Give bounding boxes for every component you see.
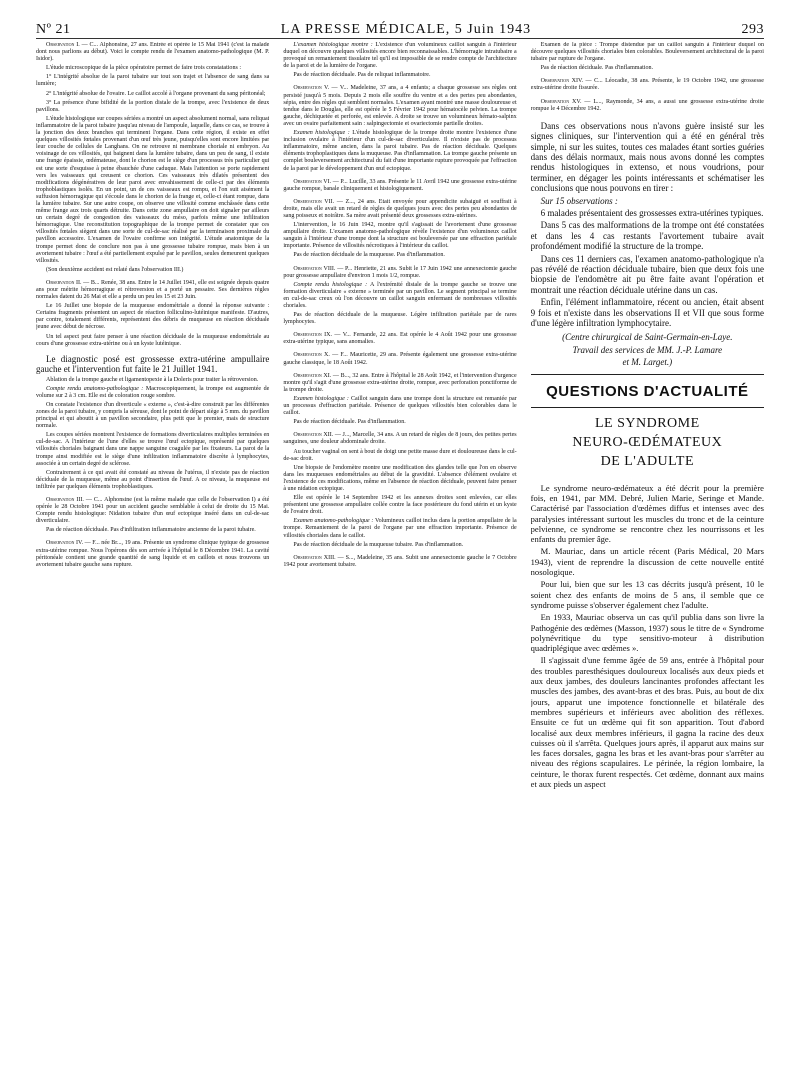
paragraph: Pas de réaction déciduale. Pas d'infiltration inflammatoire ancienne de la paroi tubaire.: [46, 527, 256, 534]
observation-1: [36, 42, 269, 63]
paragraph: Dans ces 11 derniers cas, l'examen anatomo-pathologique n'a pas révélé de réaction déciduale tubaire, bien que deux fois une biopsie de l'endomètre ait pu être faite avant l'opération et montrait une réaction déciduale utérine dans un cas.: [530, 253, 764, 295]
divider: [531, 374, 764, 375]
paragraph: Elle est opérée le 14 Septembre 1942 et les annexes droites sont enlevées, car elles présentent une grossesse ampullaire collée contre la face postérieure du fond utérin et un kyste de l'ovaire droit.: [283, 495, 517, 516]
paragraph: Dans ces observations nous n'avons guère insisté sur les signes cliniques, sur l'intervention qui a été en général très simple, ni sur les suites, toutes ces malades étant sorties guéries dans des délais normaux, mais nous avons donné les comptes rendus histologiques in extenso, et nous voudrions, pour terminer, en dégager les points intéressants et schématiser les conclusions que nous pouvons en tirer :: [530, 120, 764, 194]
paragraph: Fernande, 22 ans. Est opérée le 4 Août 1942 pour une grossesse extra-utérine typique, sans anomalies.: [283, 332, 517, 346]
signature-line: (Centre chirurgical de Saint-Germain-en-Laye.: [562, 332, 733, 343]
paragraph-text: Macroscopiquement, la trompe est augmentée de volume sur 2 à 3 cm. Elle est de coloration rouge sombre.: [36, 385, 270, 399]
observation-11: [283, 373, 516, 394]
paragraph: Lucille, 33 ans. Présente le 11 Avril 1942 une grossesse extra-utérine gauche rompue, banale cliniquement et histologiquement.: [283, 178, 517, 192]
paragraph: L'intervention, le 16 Juin 1942, montre qu'il s'agissait de l'avortement d'une grossesse ampullaire droite. L'examen anatomo-pathologique révèle l'existence d'un volumineux caillot sanguin à l'intérieur d'une trompe dont la structure est bouleversée par une effraction pariétale importante. Présence de villosités nécrotiques à l'intérieur du caillot.: [283, 222, 517, 250]
journal-title: LA PRESSE MÉDICALE, 5 Juin 1943: [280, 22, 532, 37]
paragraph: Raymonde, 34 ans, a aussi une grossesse extra-utérine droite rompue le 4 Décembre 1942.: [530, 98, 764, 112]
observation-7: [283, 199, 516, 220]
article-columns: [36, 42, 764, 1072]
paragraph: Léocadie, 38 ans. Présente, le 19 Octobre 1942, une grossesse extra-utérine droite fissurée.: [530, 78, 764, 92]
paragraph: Sur 15 observations :: [540, 195, 618, 206]
paragraph: [283, 518, 516, 539]
observation-6: [283, 179, 516, 193]
paragraph: Pas de réaction déciduale. Pas d'inflammation.: [293, 419, 406, 426]
article-title-line: NEURO-ŒDÉMATEUX: [572, 434, 723, 450]
paragraph: née Br..., 19 ans. Présente un syndrome clinique typique de grossesse extra-utérine rompue. Nous l'opérons dès son arrivée à l'hôpital le 8 Décembre 1941. La cavité péritonéale contient une grande quantité de sang liquide et en caillots et nous trouvons un avortement tubaire gauche sans rupture.: [36, 540, 270, 568]
paragraph-text: Volumineux caillot inclus dans la portion ampullaire de la trompe. Remaniement de la paroi de l'organe par une effraction importante. Présence de villosités choriales dans le caillot.: [283, 518, 517, 539]
paragraph-text: A l'extrémité distale de la trompe gauche se trouve une formation diverticulaire « externe » terminée par un pavillon. Le segment principal se termine en cul-de-sac creux où l'on découvre un caillot sanguin enfermant de nombreuses villosités choriales.: [283, 281, 517, 309]
paragraph: Examen de la pièce : Trompe distendue par un caillot sanguin à l'intérieur duquel on découvre quelques villosités choriales bien colorables. Bouleversement architectural de la paroi tubaire par rupture de l'organe.: [530, 42, 764, 63]
observation-heading: Observation XV. — L...,: [540, 98, 604, 105]
observation-3: [36, 497, 269, 525]
observation-heading: Observation VI. — P...: [293, 178, 348, 185]
observation-heading: Observation III. — C...: [46, 496, 103, 503]
divider: [531, 407, 764, 408]
article-title: [531, 414, 764, 471]
column-1: [36, 42, 269, 1072]
paragraph: Madeleine, 37 ans, a 4 enfants; a chaque grossesse ses règles ont persisté jusqu'à 5 mois. Depuis 2 mois elle souffre du ventre et a des pertes peu abondantes, sépia, entre des règles qui semblent normales. L'examen ayant montré une masse douloureuse et tendue dans le Douglas, elle est opérée le 5 Février 1942 pour hématocèle pelvien. La trompe gauche, déchiquetée et perforée, est enlevée. A droite se trouve un volumineux hémato-salpinx avec un ovaire parfaitement sain : salpingectomie et ovariectomie partielle droites.: [283, 85, 517, 127]
paragraph: Au toucher vaginal on sent à bout de doigt une petite masse dure et douloureuse dans le cul-de-sac droit.: [283, 448, 517, 462]
observation-heading: Observation XIV. — C...: [540, 78, 603, 85]
paragraph: Pas de réaction déciduale. Pas d'inflammation.: [540, 65, 654, 72]
observation-heading: Observation VII. — Z...,: [293, 198, 356, 205]
paragraph: Pas de réaction déciduale. Pas de reliquat inflammatoire.: [293, 72, 431, 79]
paragraph: [36, 386, 269, 400]
page-header: [36, 16, 764, 39]
signature-line: Travail des services de MM. J.-P. Lamare: [572, 344, 723, 355]
article-body: [531, 483, 764, 790]
observation-10: [283, 352, 516, 366]
paragraph: Contrairement à ce qui avait été constaté au niveau de l'utérus, il n'existe pas de réaction déciduale de la muqueuse, même au point d'insertion de l'œuf. A ce niveau, la muqueuse est infiltrée par quelques éléments trophoblastiques.: [36, 469, 270, 490]
paragraph: Le syndrome neuro-œdémateux a été décrit pour la première fois, en 1941, par MM. Debré, Julien Marie, Seringe et Mande. Caractérisé par l'association d'œdèmes diffus et intenses avec des paralysies intéressant surtout les muscles du tronc et de la ceinture pelvienne, ce syndrome se rencontre chez les nourrissons et les enfants du premier âge.: [530, 482, 764, 545]
observation-heading: Observation VIII. — P...: [293, 265, 353, 272]
paragraph: Les coupes sériées montrent l'existence de formations diverticulaires multiples terminées en cul-de-sac. A l'intérieur de l'une d'elles se trouve l'œuf ectopique, représenté par quelques villosités choriales baignant dans une nappe sanguine coagulée par les fixateurs. La paroi de la trompe ainsi modifiée est le siège d'une infiltration inflammatoire discrète à lymphocytes, associée à un certain degré de sclérose.: [36, 432, 270, 467]
article-title-line: LE SYNDROME: [594, 415, 700, 431]
paragraph: Un tel aspect peut faire penser à une réaction déciduale de la muqueuse endométriale au cours d'une grossesse extra-utérine ou à un kyste lutéinique.: [36, 333, 270, 347]
paragraph: [283, 130, 516, 173]
observation-9: [283, 332, 516, 346]
diagnosis-statement: Le diagnostic posé est grossesse extra-utérine ampullaire gauche et l'intervention fut faite le 21 Juillet 1941.: [36, 353, 270, 375]
page-number: 293: [741, 22, 764, 37]
paragraph: Il s'agissait d'une femme âgée de 59 ans, entrée à l'hôpital pour des troubles paresthésiques douloureux localisés aux deux pieds et aux deux jambes, des douleurs lancinantes profondes affectant les muscles des jambes, des avant-bras et des bras. Puis, au bout de dix jours, apparut une impotence fonctionnelle et bilatérale des membres supérieurs et inférieurs avec abolition des réflexes. Ensuite ce fut un œdème qui fit son apparition. Tout d'abord localisé aux deux membres inférieurs, il gagna la racine des deux cuisses où il s'arrêta. Quelques jours après, il apparut aux mains sur les faces dorsales, gagna les bras et les avant-bras pour s'arrêter au niveau des régions scapulaires. Le périnée, la région lombaire, la ceinture, le thorax furent respectés. Cet œdème, donnant aux mains et aux pieds un aspect: [530, 655, 764, 789]
observation-12: [283, 432, 516, 446]
paragraph: Ablation de la trompe gauche et ligamentopexie à la Doleris pour traiter la rétroversion.: [46, 376, 259, 383]
paragraph: Mauricette, 29 ans. Présente également une grossesse extra-utérine gauche classique, le 18 Août 1942.: [283, 352, 517, 366]
observation-heading: Observation XII. — J...,: [293, 432, 351, 439]
paragraph: Renée, 38 ans. Entre le 14 Juillet 1941, elle est soignée depuis quatre ans pour métrite hémorragique et rétroversion et a porté un pessaire. Ses dernières règles normales datent du 26 Mai et elle a perdu un peu les 15 et 23 Juin.: [36, 279, 270, 301]
paragraph-lead: Examen anatomo-pathologique :: [293, 518, 374, 525]
paragraph-text: Caillot sanguin dans une trompe dont la structure est remaniée par un processus d'effraction pariétale. Présence de quelques villosités bien colorables dans le caillot.: [283, 395, 517, 417]
paragraph: Alphonsine (est la même malade que celle de l'observation I) a été opérée le 28 Octobre 1941 pour un accident gauche semblable à celui de droite du 15 Mai. Compte rendu histologique: Nidation tubaire d'un œuf ectopique inséré dans un cul-de-sac diverticulaire.: [36, 496, 270, 525]
observation-heading: Observation V. — V...: [293, 85, 349, 92]
paragraph: 1° L'intégrité absolue de la paroi tubaire sur tout son trajet et l'absence de sang dans sa lumière;: [36, 74, 270, 88]
paragraph: Pas de réaction déciduale de la muqueuse tubaire. Pas d'inflammation.: [293, 541, 464, 548]
paragraph: Pour lui, bien que sur les 13 cas décrits jusqu'à présent, 10 le soient chez des enfants de moins de 5 ans, il semble que ce syndrome puisse s'observer également chez l'adulte.: [530, 579, 764, 610]
observation-4: [36, 540, 269, 568]
observation-15: [531, 99, 764, 113]
paragraph: 24 ans. Etait envoyée pour appendicite subaiguë et souffrait à droite, mais elle avait un retard de règles de quelques jours avec des pertes peu abondantes de sang poisseux et noirâtre. Sa mère avait présenté deux grossesses extra-utérines.: [283, 198, 517, 219]
paragraph: On constate l'existence d'un diverticule « externe », c'est-à-dire construit par les différentes zones de la paroi tubaire, y compris la séreuse, dont le point de départ siège à 5 mm. du pavillon principal et qui aboutit à un pavillon secondaire, plus petit que le premier, mais de structure normale.: [36, 401, 270, 430]
paragraph: [283, 42, 516, 70]
paragraph-lead: Compte rendu anatomo-pathologique :: [46, 385, 144, 392]
column-3: [531, 42, 764, 1072]
discussion: [531, 121, 764, 368]
paragraph: 3° La présence d'une bifidité de la portion distale de la trompe, avec l'existence de deux pavillons.: [36, 99, 270, 113]
paragraph: M. Mauriac, dans un article récent (Paris Médical, 20 Mars 1943), vient de reprendre la discussion de cette nouvelle entité nosologique.: [530, 546, 764, 578]
paragraph: 2° L'intégrité absolue de l'ovaire. Le caillot accolé à l'organe provenant du sang péritonéal;: [46, 90, 266, 97]
paragraph: Le 16 Juillet une biopsie de la muqueuse endométriale a donné la réponse suivante : Certains fragments présentent un aspect de réaction folliculino-lutéinique manifeste. D'autres, par contre, totalement différents, représentent des débris de muqueuse en réaction déciduale jeune avec début de nécrose.: [36, 303, 270, 331]
paragraph: En 1933, Mauriac observa un cas qu'il publia dans son livre la Pathogénie des œdèmes (Masson, 1937) sous le titre de « Syndrome polynévritique du type sensitivo-moteur à distribution quadriplégique avec œdèmes ».: [530, 612, 764, 654]
paragraph: Madeleine, 35 ans. Subit une annexectomie gauche le 7 Octobre 1942 pour avortement tubaire.: [283, 554, 517, 568]
paragraph-text: L'existence d'un volumineux caillot sanguin à l'intérieur duquel on découvre quelques villosités encore bien reconnaissables. L'hémorragie intratubaire a provoqué un remaniement tissulaire tel qu'il est impossible de se rendre compte de l'architecture de la paroi et de la lumière de l'organe.: [283, 42, 517, 70]
observation-heading: Observation XI. — B...,: [293, 372, 351, 379]
article-title-line: DE L'ADULTE: [600, 453, 695, 469]
observation-heading: Observation IV. — F...: [46, 540, 100, 547]
observation-heading: Observation IX. — V...: [293, 332, 351, 339]
paragraph: (Son deuxième accident est relaté dans l'observation III.): [46, 266, 184, 273]
paragraph: Dans 5 cas des malformations de la trompe ont été constatées et dans les 4 cas restants l'avortement tubaire avait profondément modifié la structure de la trompe.: [530, 220, 764, 252]
paragraph: L'étude microscopique de la pièce opératoire permet de faire trois constatations :: [46, 65, 242, 72]
observation-8: [283, 266, 516, 280]
paragraph: [283, 396, 516, 417]
observation-heading: Observation II. — B...: [46, 279, 100, 286]
signature-line: et M. Larget.): [622, 357, 673, 368]
paragraph-lead: Examen histologique :: [293, 130, 350, 137]
observation-heading: Observation X. — F...: [293, 352, 348, 359]
paragraph: 32 ans. Entre à l'hôpital le 28 Août 1942, et l'intervention d'urgence montre qu'il s'agit d'une grossesse extra-utérine droite, rompue, avec perforation ponctiforme de la trompe droite.: [283, 372, 517, 393]
paragraph: L'étude histologique sur coupes sériées a montré un aspect absolument normal, sans reliquat inflammatoire de la paroi tubaire jusqu'au niveau de l'ampoule, laquelle, dans ce cas, se trouve à la jonction des deux branches qui terminent l'organe. Dans cette région, il existe en effet quelques villosités fœtales provenant d'un œuf très jeune, puisqu'elles sont encore limitées par leur couche de cellules de Langhans. On ne retrouve ni membrane choriale ni embryon. Au voisinage de ces villosités, qui baignent dans la lumière tubaire, dans un peu de sang, il existe une frange épaissie, œdémateuse, dont le chorion est le siège d'un processus très particulier qui est une sorte d'esquisse à peine ébauchée d'une caduque. Mais l'attention se porte rapidement vers les vaisseaux qui creusent ce chorion. Ces vaisseaux très dilatés présentent des modifications dégénératives de leur paroi avec envahissement de celle-ci par des éléments trophoblastiques isolés. En un point, un de ces vaisseaux est rompu, et l'on suit aisément la suffusion hémorragique qui s'écoule dans le chorion de la frange et, celle-ci étant rompue, dans la lumière tubaire. Sur une autre coupe, on observe une villosité comme enchâssée dans cette même frange aux trois quarts détruite. Dans cette zone ampullaire on doit signaler par ailleurs un certain degré de congestion des vaisseaux du méso, parfois même une infiltration hémorragique. Une reconstitution topographique de la trompe permet de constater que ces villosités fœtales siègent dans une sorte de cul-de-sac réalisé par la terminaison proximale du pavillon accessoire. L'examen de l'ovaire confirme son intégrité. L'étude anatomique de la trompe permet donc de conclure non pas à une grossesse tubaire rompue, mais bien à un avortement tubaire : l'œuf a été partiellement expulsé par le pavillon, seules demeurent quelques villosités.: [36, 115, 270, 264]
paragraph-text: L'étude histologique de la trompe droite montre l'existence d'une inclusion ovulaire à l'intérieur d'un cul-de-sac diverticulaire. Il n'existe pas de processus inflammatoire, même ancien, dans la paroi tubaire. Pas de réaction déciduale. Quelques éléments trophoplastiques dans la muqueuse. Pas d'inflammation. La trompe gauche présente un complet bouleversement architectural du fait d'une importante rupture provoquée par l'effraction de la paroi par le développement d'un œuf ectopique.: [283, 130, 517, 172]
paragraph: 6 malades présentaient des grossesses extra-utérines typiques.: [540, 208, 764, 218]
paragraph: Enfin, l'élément inflammatoire, récent ou ancien, était absent 9 fois et n'existe dans les observations II et VII que sous forme d'une légère infiltration lymphocytaire.: [530, 297, 764, 329]
column-2: [283, 42, 516, 1072]
observation-heading: Observation I. — C...: [46, 42, 99, 48]
paragraph: Henriette, 21 ans. Subit le 17 Juin 1942 une annexectomie gauche pour grossesse ampullaire d'environ 1 mois 1/2, rompue.: [283, 265, 517, 279]
observation-13: [283, 555, 516, 569]
issue-number: Nº 21: [36, 22, 71, 37]
observation-5: [283, 85, 516, 128]
paragraph: Marcelle, 34 ans. A un retard de règles de 8 jours, des petites pertes sanguines, une douleur abdominale droite.: [283, 432, 517, 446]
observation-14: [531, 78, 764, 92]
paragraph-lead: Compte rendu histologique :: [293, 281, 368, 288]
paragraph: [283, 282, 516, 310]
section-title: QUESTIONS D'ACTUALITÉ: [546, 382, 749, 400]
paragraph: Pas de réaction déciduale de la muqueuse. Pas d'inflammation.: [293, 252, 445, 259]
paragraph-lead: L'examen histologique montre :: [293, 42, 373, 48]
paragraph: Une biopsie de l'endomètre montre une modification des glandes telle que l'on en observe dans les muqueuses endométriales au début de la gravidité. L'absence d'élément ovulaire et l'existence de ces modifications, même en l'absence de réaction déciduale, peuvent faire penser à une nidation ectopique.: [283, 464, 517, 492]
observation-2: [36, 280, 269, 301]
paragraph: Alphonsine, 27 ans. Entrée et opérée le 15 Mai 1941 (c'est la malade dont nous parlions au début). Voici le compte rendu de l'examen anatomo-pathologique (M. P. Isidor).: [36, 42, 270, 63]
observation-heading: Observation XIII. — S...,: [293, 554, 356, 561]
paragraph: Pas de réaction déciduale de la muqueuse. Légère infiltration pariétale par de rares lymphocytes.: [283, 312, 517, 326]
paragraph-lead: Examen histologique :: [293, 395, 349, 402]
